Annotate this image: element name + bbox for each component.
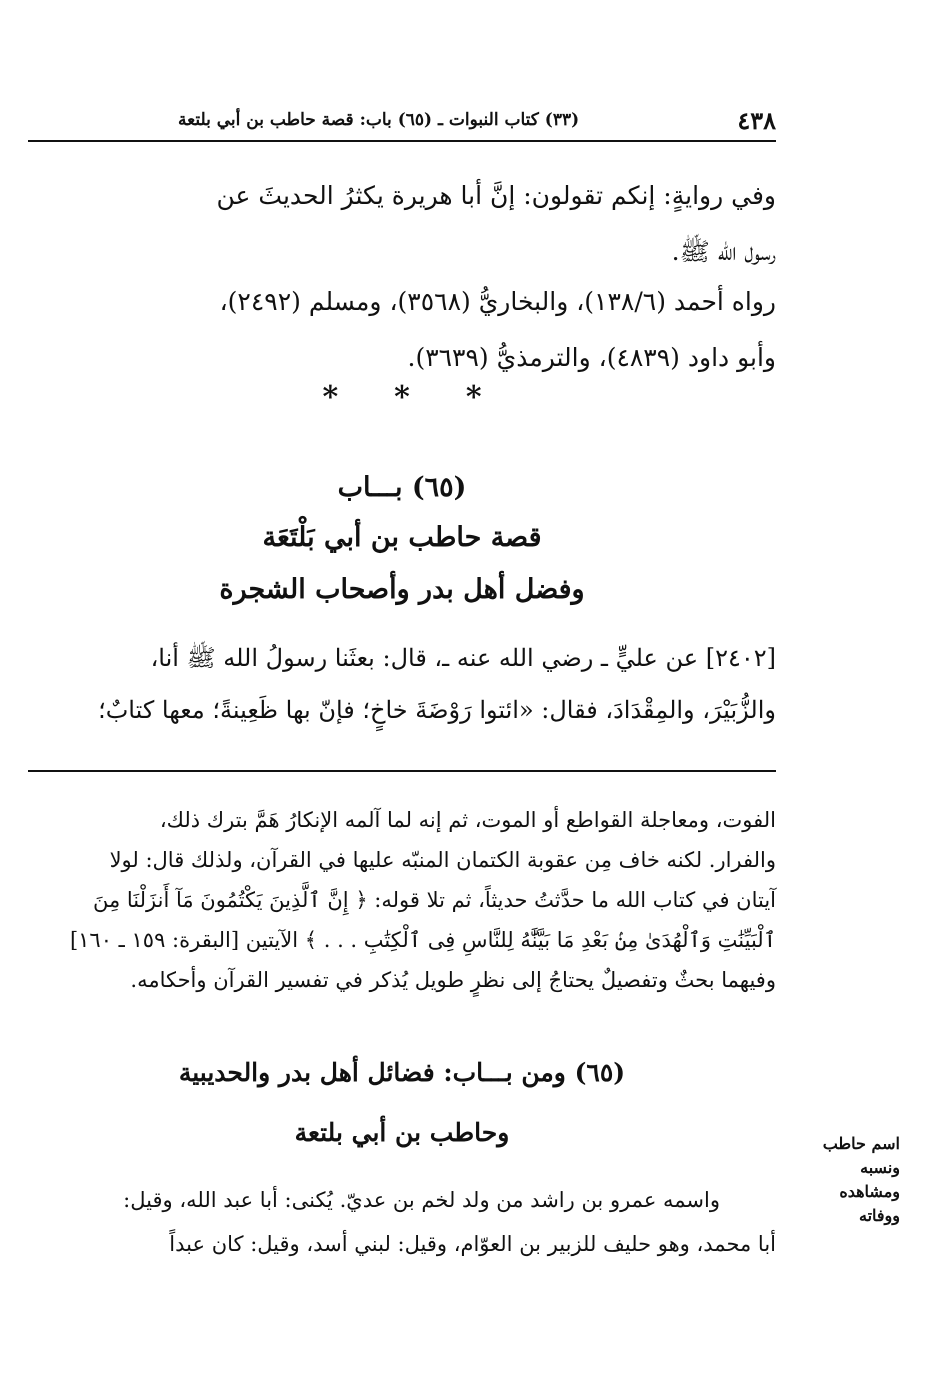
chapter-subtitle: وفضل أهل بدر وأصحاب الشجرة <box>219 574 585 605</box>
margin-note-line: اسم حاطب <box>822 1134 900 1153</box>
margin-note <box>780 1132 900 1228</box>
text-line: وأبو داود (٤٨٣٩)، والترمذيُّ (٣٦٣٩). <box>407 343 776 372</box>
text-line: آيتان في كتاب الله ما حدَّثتُ حديثاً، ثم تلا قوله: ﴿ إِنَّ ٱلَّذِينَ يَكْتُمُونَ مَآ أَنزَلْنَا مِنَ <box>92 888 776 912</box>
text-line: والزُّبَيْرَ، والمِقْدَادَ، فقال: «ائتوا رَوْضَةَ خاخٍ؛ فإنّ بها ظَعِينةً؛ معها كتابٌ؛ <box>98 696 776 724</box>
text-line: وفي روايةٍ: إنكم تقولون: إنَّ أبا هريرة يكثرُ الحديثَ عن <box>216 181 776 210</box>
hadith-text <box>28 632 776 736</box>
header-rule <box>28 140 776 142</box>
text-line: الفوت، ومعاجلة القواطع أو الموت، ثم إنه لما آلمه الإنكارُ هَمَّ بترك ذلك، <box>159 808 776 832</box>
page-header <box>28 104 776 136</box>
biography-paragraph <box>28 1178 776 1266</box>
section-separator <box>28 380 776 415</box>
chapter-title: قصة حاطب بن أبي بَلْتَعَة <box>262 522 542 553</box>
separator-star: * <box>394 380 410 415</box>
text-line: والفرار. لكنه خاف مِن عقوبة الكتمان المنبّه عليها في القرآن، ولذلك قال: لولا <box>109 848 776 872</box>
text-line: واسمه عمرو بن راشد من ولد لخم بن عديّ. يُكنى: أبا عبد الله، وقيل: <box>123 1188 720 1212</box>
text-line: أبا محمد، وهو حليف للزبير بن العوّام، وقيل: لبني أسد، وقيل: كان عبداً <box>169 1232 776 1256</box>
margin-note-line: ومشاهده <box>839 1182 900 1201</box>
page-number: ٤٣٨ <box>737 105 776 135</box>
margin-note-line: ونسبه <box>860 1158 900 1177</box>
narration-paragraph <box>28 168 776 280</box>
text-line: [٢٤٠٢] عن عليٍّ ـ رضي الله عنه ـ، قال: بعثَنا رسولُ الله ﷺ أنا، <box>150 644 776 672</box>
commentary-rule <box>28 770 776 772</box>
text-line: رواه أحمد (١٣٨/٦)، والبخاريُّ (٣٥٦٨)، ومسلم (٢٤٩٢)، <box>219 287 776 316</box>
margin-note-line: ووفاته <box>858 1206 900 1225</box>
commentary-subheading: وحاطب بن أبي بلتعة <box>294 1118 510 1147</box>
separator-star: * <box>465 380 482 415</box>
text-line: ٱلْبَيِّنَٰتِ وَٱلْهُدَىٰ مِنۢ بَعْدِ مَا بَيَّنَّٰهُ لِلنَّاسِ فِى ٱلْكِتَٰبِ . . . ﴾ الآيتين [البقرة: ١٥٩ ـ ١٦٠] <box>69 928 776 952</box>
citation-paragraph <box>28 274 776 386</box>
separator-star: * <box>322 380 339 415</box>
chapter-number-heading: (٦٥) بـــاب <box>337 472 467 503</box>
commentary-heading: (٦٥) ومن بـــاب: فضائل أهل بدر والحديبية <box>178 1058 626 1087</box>
text-line: وفيهما بحثٌ وتفصيلٌ يحتاجُ إلى نظرٍ طويل يُذكر في تفسير القرآن وأحكامه. <box>130 968 776 992</box>
text-line: رسول الله ﷺ. <box>671 237 776 266</box>
commentary-paragraph <box>28 800 776 1000</box>
running-head: (٣٣) كتاب النبوات ـ (٦٥) باب: قصة حاطب بن أبي بلتعة <box>178 110 580 130</box>
